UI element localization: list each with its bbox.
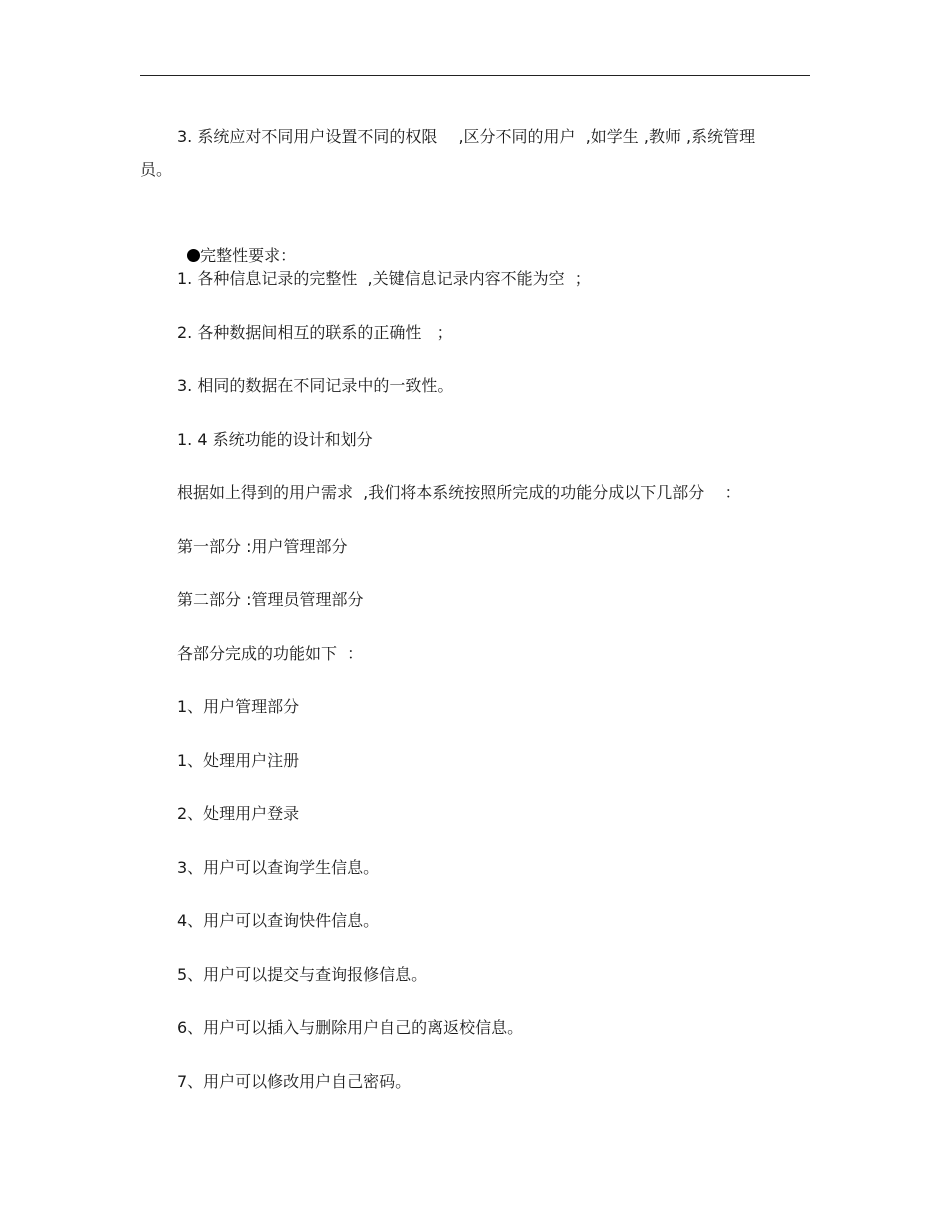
list-item: 7、用户可以修改用户自己密码。 (177, 1072, 412, 1091)
header-rule (140, 75, 810, 76)
paragraph-permissions-line2: 员。 (140, 160, 173, 179)
list-item: 6、用户可以插入与删除用户自己的离返校信息。 (177, 1018, 524, 1037)
list-heading-user-management: 1、用户管理部分 (177, 697, 300, 716)
section-heading-1-4: 1. 4 系统功能的设计和划分 (177, 430, 373, 449)
paragraph-part-one: 第一部分 :用户管理部分 (177, 537, 348, 556)
paragraph-division-intro: 根据如上得到的用户需求 ,我们将本系统按照所完成的功能分成以下几部分 ： (177, 483, 741, 502)
paragraph-integrity-1: 1. 各种信息记录的完整性 ,关键信息记录内容不能为空 ； (177, 269, 591, 288)
list-item: 3、用户可以查询学生信息。 (177, 858, 380, 877)
list-item: 4、用户可以查询快件信息。 (177, 911, 380, 930)
list-item: 5、用户可以提交与查询报修信息。 (177, 965, 428, 984)
paragraph-functions-intro: 各部分完成的功能如下 ： (177, 644, 364, 663)
paragraph-integrity-3: 3. 相同的数据在不同记录中的一致性。 (177, 376, 454, 395)
list-item: 2、处理用户登录 (177, 804, 300, 823)
bullet-dot-icon (187, 249, 200, 262)
integrity-heading-text: 完整性要求： (200, 246, 297, 265)
list-item: 1、处理用户注册 (177, 751, 300, 770)
paragraph-part-two: 第二部分 :管理员管理部分 (177, 590, 364, 609)
paragraph-permissions-line1: 3. 系统应对不同用户设置不同的权限 ,区分不同的用户 ,如学生 ,教师 ,系统管理 (177, 127, 756, 146)
paragraph-integrity-2: 2. 各种数据间相互的联系的正确性 ； (177, 323, 453, 342)
